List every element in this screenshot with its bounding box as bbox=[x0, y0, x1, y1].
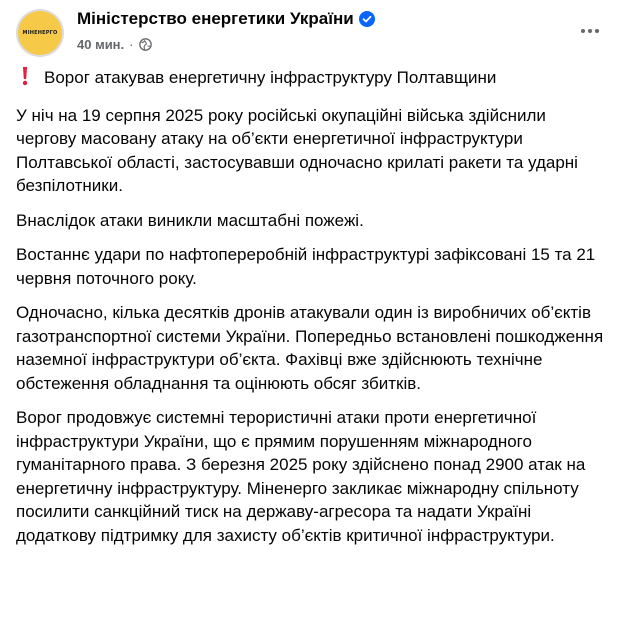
paragraph-4: Одночасно, кілька десятків дронів атакували один із виробничих об’єктів газотранспортної системи України. Попередньо встановлені пошкодження наземної інфраструктури об’єкта. Фахівці вже здійснюють технічне обстеження обладнання та оцінюють обсяг збитків. bbox=[16, 303, 604, 393]
paragraph-5: Ворог продовжує системні терористичні атаки проти енергетичної інфраструктури України, що є прямим порушенням міжнародного гуманітарного права. З березня 2025 року здійснено понад 2900 атак на енергетичну інфраструктуру. Міненерго закликає міжнародну спільноту посилити санкційний тиск на державу-агресора та надати Україні додаткову підтримку для захисту об’єктів критичної інфраструктури. bbox=[16, 408, 586, 545]
avatar[interactable] bbox=[16, 9, 64, 57]
paragraph-2: Внаслідок атаки виникли масштабні пожежі. bbox=[16, 210, 364, 230]
author-name[interactable]: Міністерство енергетики України bbox=[77, 9, 354, 28]
post-headline bbox=[16, 66, 610, 93]
post-header bbox=[16, 6, 608, 62]
red-exclamation-icon bbox=[16, 66, 34, 93]
headline-text: Ворог атакував енергетичну інфраструктуру Полтавщини bbox=[44, 68, 497, 87]
post-body bbox=[16, 66, 610, 558]
post-meta bbox=[77, 37, 152, 52]
author-row bbox=[77, 9, 375, 29]
post-timestamp[interactable]: 40 мин. bbox=[77, 37, 125, 52]
more-horizontal-icon bbox=[580, 21, 600, 39]
globe-icon[interactable] bbox=[139, 38, 152, 51]
meta-separator: · bbox=[129, 37, 134, 52]
avatar-label: МІНЕНЕРГО bbox=[22, 30, 58, 36]
paragraph-1: У ніч на 19 серпня 2025 року російські окупаційні війська здійснили чергову масовану атаку на об’єкти енергетичної інфраструктури Полтавської області, застосувавши одночасно крилаті ракети та ударні безпілотники. bbox=[16, 105, 578, 195]
more-options-button[interactable] bbox=[574, 18, 606, 42]
paragraph-3: Востаннє удари по нафтопереробній інфраструктурі зафіксовані 15 та 21 червня поточного року. bbox=[16, 245, 596, 288]
avatar-logo bbox=[18, 11, 62, 55]
verified-badge-icon bbox=[359, 11, 375, 27]
